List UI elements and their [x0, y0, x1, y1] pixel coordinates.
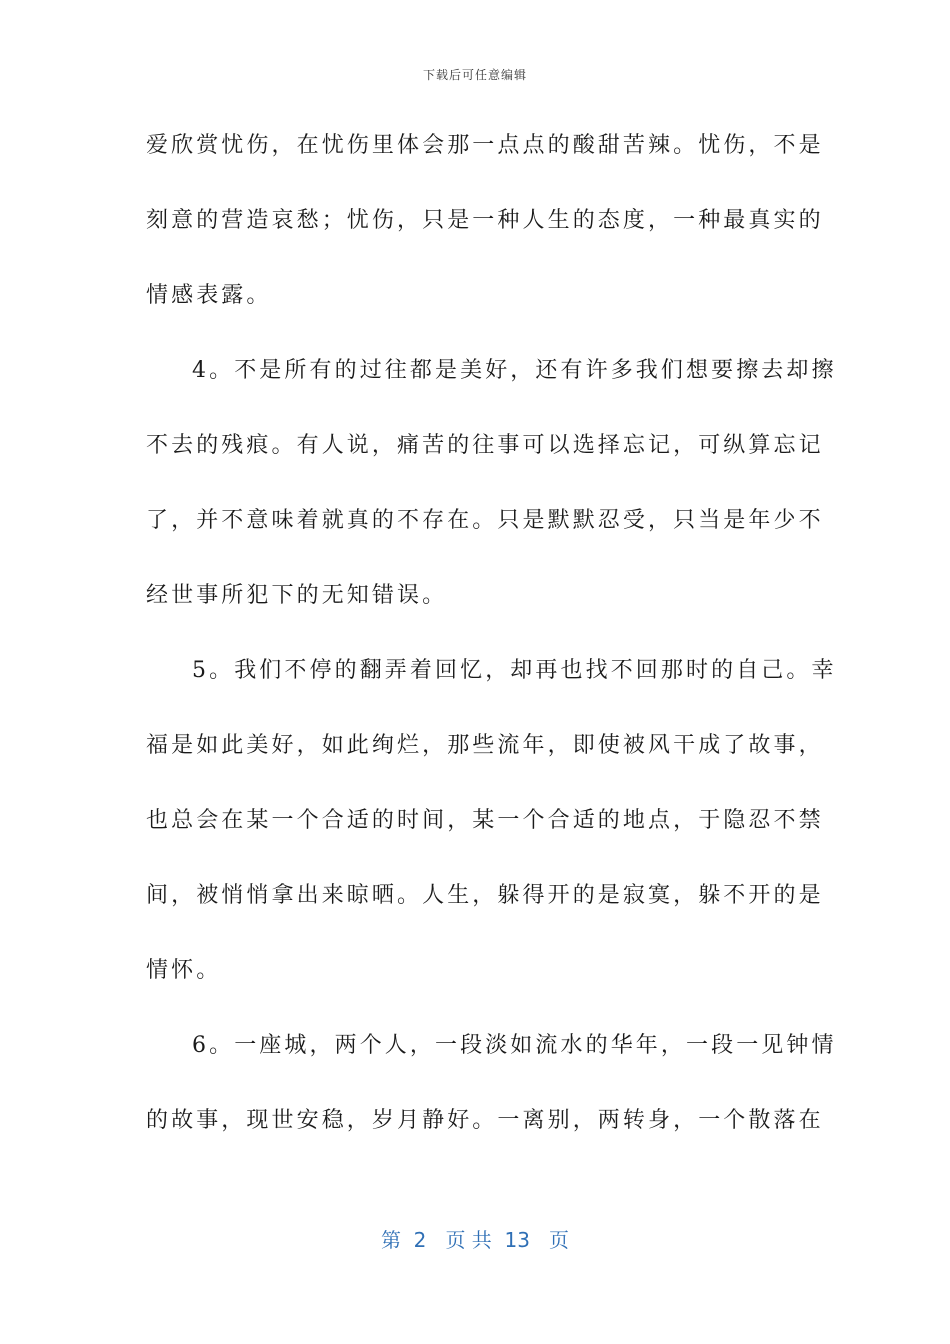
- page-header: 下载后可任意编辑: [422, 68, 527, 82]
- paragraph-start-line: 6。一座城，两个人，一段淡如流水的华年，一段一见钟情: [192, 1033, 837, 1058]
- text-line: 情感表露。: [146, 283, 272, 308]
- page-number-footer: 第 2 页 共 13 页: [380, 1228, 570, 1252]
- text-line: 刻意的营造哀愁；忧伤，只是一种人生的态度，一种最真实的: [146, 208, 824, 233]
- text-line: 情怀。: [146, 958, 222, 983]
- text-line: 的故事，现世安稳，岁月静好。一离别，两转身，一个散落在: [146, 1108, 824, 1133]
- text-line: 不去的残痕。有人说，痛苦的往事可以选择忘记，可纵算忘记: [146, 433, 824, 458]
- text-line: 爱欣赏忧伤，在忧伤里体会那一点点的酸甜苦辣。忧伤，不是: [146, 133, 824, 158]
- document-body: [146, 108, 837, 1158]
- text-line: 间，被悄悄拿出来晾晒。人生，躲得开的是寂寞，躲不开的是: [146, 883, 824, 908]
- paragraph-start-line: 5。我们不停的翻弄着回忆，却再也找不回那时的自己。幸: [192, 658, 837, 683]
- text-line: 福是如此美好，如此绚烂，那些流年，即使被风干成了故事，: [146, 733, 824, 758]
- text-line: 了，并不意味着就真的不存在。只是默默忍受，只当是年少不: [146, 508, 824, 533]
- paragraph-start-line: 4。不是所有的过往都是美好，还有许多我们想要擦去却擦: [192, 358, 837, 383]
- text-line: 经世事所犯下的无知错误。: [146, 583, 448, 608]
- text-line: 也总会在某一个合适的时间，某一个合适的地点，于隐忍不禁: [146, 808, 824, 833]
